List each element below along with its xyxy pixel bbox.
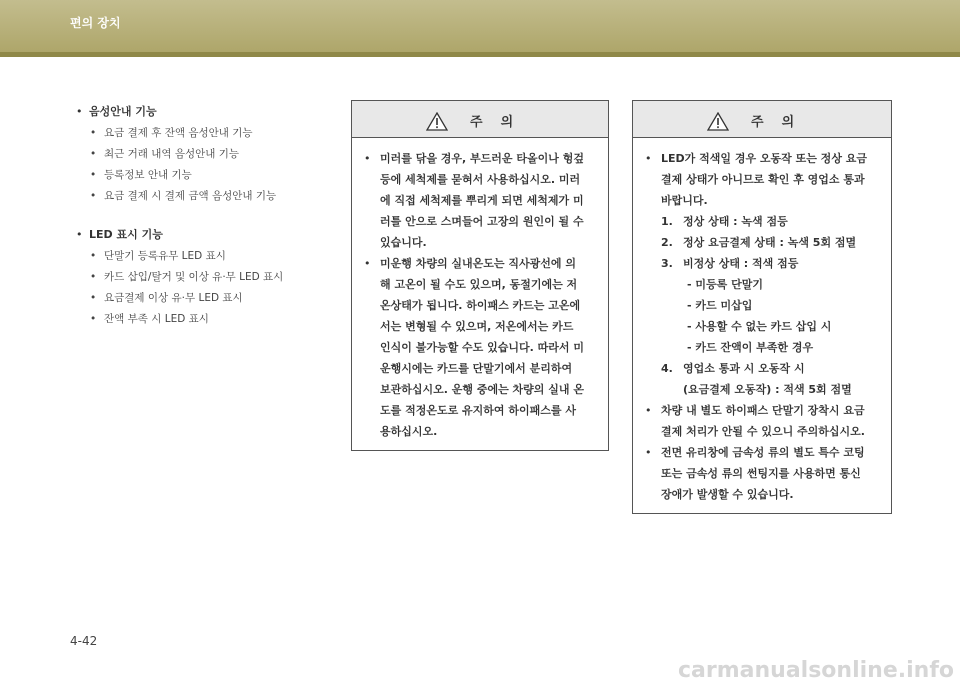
list-item: • 요금결제 이상 유·무 LED 표시 [90, 288, 346, 309]
list-item: • 최근 거래 내역 음성안내 기능 [90, 144, 346, 165]
text-line: 도를 적정온도로 유지하여 하이패스를 사 [380, 404, 576, 417]
text-line: • 차량 내 별도 하이패스 단말기 장착시 요금 [661, 404, 865, 417]
watermark: carmanualsonline.info [678, 658, 954, 683]
caution-title: 주 의 [751, 115, 795, 130]
item-text: 정상 요금결제 상태 : 녹색 5회 점멸 [683, 236, 857, 249]
item-subtext: (요금결제 오동작) : 적색 5회 점멸 [683, 383, 852, 396]
list-item: • 잔액 부족 시 LED 표시 [90, 309, 346, 330]
section-title: 편의 장치 [70, 16, 121, 30]
text-line: 에 직접 세척제를 뿌리게 되면 세척제가 미 [380, 194, 584, 207]
caution-paragraph [645, 400, 881, 442]
caution-paragraph [364, 253, 598, 442]
numbered-item [661, 232, 881, 253]
warning-icon [707, 112, 729, 131]
text-line: 온상태가 됩니다. 하이패스 카드는 고온에 [380, 299, 581, 312]
text-line: 바랍니다. [661, 194, 708, 207]
led-display-heading: • LED 표시 기능 [76, 227, 346, 243]
dash-item: - 사용할 수 없는 카드 삽입 시 [687, 320, 832, 333]
text-line: • 미운행 차량의 실내온도는 직사광선에 의 [380, 257, 576, 270]
text-line: • LED가 적색일 경우 오동작 또는 정상 요금 [661, 152, 868, 165]
item-number: 2. [661, 236, 673, 249]
voice-guide-heading: • 음성안내 기능 [76, 104, 346, 120]
item-number: 3. [661, 257, 673, 270]
caution-paragraph [645, 442, 881, 505]
caution-paragraph [645, 148, 881, 400]
text-line: • 미러를 닦을 경우, 부드러운 타올이나 헝겊 [380, 152, 584, 165]
caution-paragraph [364, 148, 598, 253]
warning-icon [426, 112, 448, 131]
text-line: 등에 세척제를 묻혀서 사용하십시오. 미러 [380, 173, 581, 186]
caution-title: 주 의 [470, 115, 514, 130]
list-item: • 요금 결제 시 결제 금액 음성안내 기능 [90, 186, 346, 207]
text-line: • 전면 유리창에 금속성 류의 별도 특수 코팅 [661, 446, 865, 459]
text-line: 또는 금속성 류의 썬팅지를 사용하면 통신 [661, 467, 861, 480]
list-item: • 카드 삽입/탈거 및 이상 유·무 LED 표시 [90, 267, 346, 288]
text-line: 보관하십시오. 운행 중에는 차량의 실내 온 [380, 383, 584, 396]
caution-box-led [632, 100, 892, 514]
page-number: 4-42 [70, 634, 98, 648]
feature-list [76, 104, 346, 330]
numbered-item [661, 211, 881, 232]
text-line: 있습니다. [380, 236, 427, 249]
text-line: 결제 상태가 아니므로 확인 후 영업소 통과 [661, 173, 865, 186]
text-line: 결제 처리가 안될 수 있으니 주의하십시오. [661, 425, 865, 438]
text-line: 서는 변형될 수 있으며, 저온에서는 카드 [380, 320, 574, 333]
numbered-item [661, 358, 881, 379]
dash-item: - 카드 미삽입 [687, 299, 753, 312]
list-item: • 요금 결제 후 잔액 음성안내 기능 [90, 123, 346, 144]
item-number: 1. [661, 215, 673, 228]
caution-header [352, 101, 608, 138]
text-line: 해 고온이 될 수도 있으며, 동절기에는 저 [380, 278, 578, 291]
numbered-item [661, 253, 881, 274]
header-bar [0, 0, 960, 57]
text-line: 운행시에는 카드를 단말기에서 분리하여 [380, 362, 573, 375]
text-line: 인식이 불가능할 수도 있습니다. 따라서 미 [380, 341, 584, 354]
text-line: 장애가 발생할 수 있습니다. [661, 488, 794, 501]
text-line: 용하십시오. [380, 425, 438, 438]
text-line: 러틀 안으로 스며들어 고장의 원인이 될 수 [380, 215, 584, 228]
caution-header [633, 101, 891, 138]
item-number: 4. [661, 362, 673, 375]
item-text: 정상 상태 : 녹색 점등 [683, 215, 788, 228]
item-text: 비정상 상태 : 적색 점등 [683, 257, 799, 270]
dash-item: - 카드 잔액이 부족한 경우 [687, 341, 814, 354]
list-item: • 등록정보 안내 기능 [90, 165, 346, 186]
list-item: • 단말기 등록유무 LED 표시 [90, 246, 346, 267]
caution-box-mirror [351, 100, 609, 451]
item-text: 영업소 통과 시 오동작 시 [683, 362, 805, 375]
dash-item: - 미등록 단말기 [687, 278, 763, 291]
